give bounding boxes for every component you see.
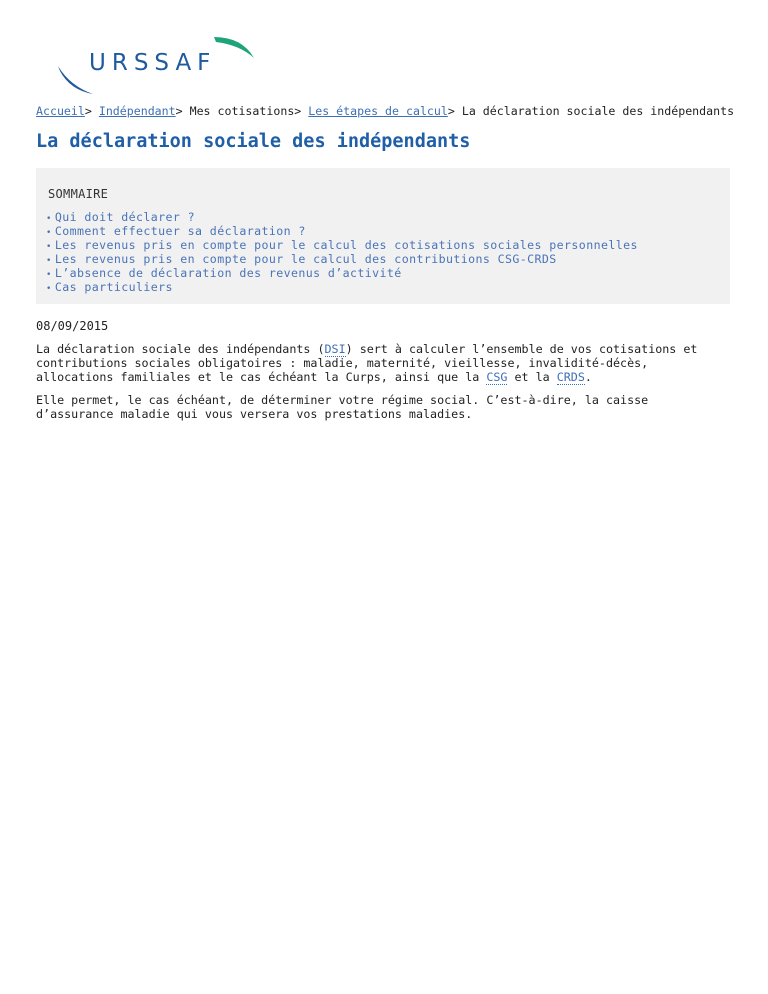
sommaire-link-cas-particuliers[interactable]: Cas particuliers <box>54 280 173 294</box>
sommaire-item <box>46 224 638 238</box>
sommaire-item <box>46 280 638 294</box>
sommaire-item <box>46 238 638 252</box>
text-segment: ) sert à calculer l’ensemble de vos cotisations et <box>345 342 698 356</box>
breadcrumb-accueil[interactable]: Accueil <box>36 104 85 118</box>
bullet-icon: • <box>46 242 52 252</box>
sommaire-link-revenus-csg-crds[interactable]: Les revenus pris en compte pour le calcul des contributions CSG-CRDS <box>54 252 557 266</box>
bullet-icon: • <box>46 284 52 294</box>
text-segment: d’assurance maladie qui vous versera vos prestations maladies. <box>36 407 473 421</box>
bullet-icon: • <box>46 270 52 280</box>
sommaire-item <box>46 252 638 266</box>
text-segment: . <box>584 370 592 384</box>
breadcrumb-separator: > <box>175 104 183 118</box>
abbr-dsi[interactable]: DSI <box>324 342 346 356</box>
logo-text: URSSAF <box>89 50 217 76</box>
sommaire-title: SOMMAIRE <box>48 187 109 201</box>
sommaire-link-revenus-cotisations[interactable]: Les revenus pris en compte pour le calcul des cotisations sociales personnelles <box>54 238 638 252</box>
breadcrumb-current: La déclaration sociale des indépendants <box>461 104 735 118</box>
paragraph-regime <box>36 393 648 421</box>
sommaire-item <box>46 210 638 224</box>
text-segment: La déclaration sociale des indépendants ( <box>36 342 325 356</box>
text-segment: contributions sociales obligatoires : maladie, maternité, vieillesse, invalidité-décès, <box>36 356 649 370</box>
sommaire-item <box>46 266 638 280</box>
sommaire-link-comment-effectuer[interactable]: Comment effectuer sa déclaration ? <box>54 224 306 238</box>
bullet-icon: • <box>46 214 52 224</box>
sommaire-list <box>46 210 638 294</box>
sommaire-link-absence-declaration[interactable]: L’absence de déclaration des revenus d’activité <box>54 266 402 280</box>
abbr-crds[interactable]: CRDS <box>556 370 585 384</box>
breadcrumb-separator: > <box>447 104 455 118</box>
sommaire-box <box>36 168 730 304</box>
sommaire-link-qui-doit-declarer[interactable]: Qui doit déclarer ? <box>54 210 196 224</box>
breadcrumb-etapes-calcul[interactable]: Les étapes de calcul <box>308 104 448 118</box>
breadcrumb-separator: > <box>84 104 92 118</box>
breadcrumb-independant[interactable]: Indépendant <box>98 104 176 118</box>
bullet-icon: • <box>46 228 52 238</box>
abbr-csg[interactable]: CSG <box>486 370 508 384</box>
text-segment: et la <box>507 370 557 384</box>
bullet-icon: • <box>46 256 52 266</box>
breadcrumb-mes-cotisations: Mes cotisations <box>189 104 295 118</box>
text-segment: allocations familiales et le cas échéant la Curps, ainsi que la <box>36 370 487 384</box>
breadcrumb <box>36 104 734 118</box>
text-segment: Elle permet, le cas échéant, de déterminer votre régime social. C’est-à-dire, la caisse <box>36 393 649 407</box>
publication-date: 08/09/2015 <box>36 319 109 333</box>
breadcrumb-separator: > <box>294 104 302 118</box>
paragraph-intro <box>36 342 697 384</box>
page-title: La déclaration sociale des indépendants <box>36 131 471 152</box>
urssaf-logo[interactable] <box>56 34 256 96</box>
